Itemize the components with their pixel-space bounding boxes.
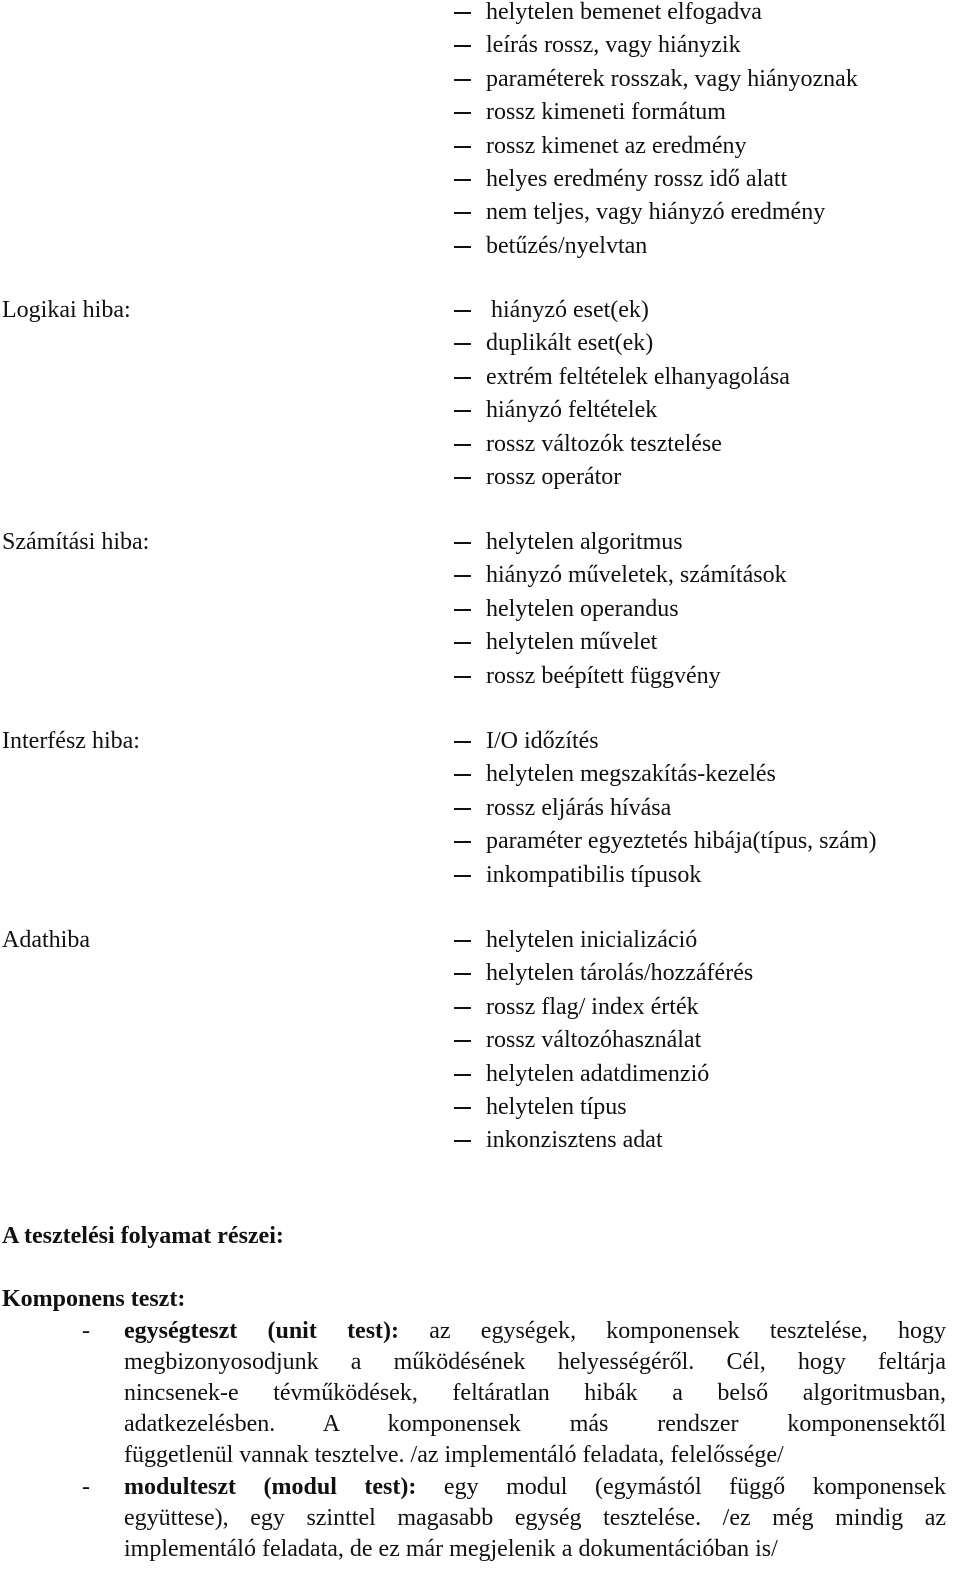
error-item-text: helytelen tárolás/hozzáférés (486, 960, 754, 987)
bullet-marker: - (82, 1318, 90, 1344)
error-category-label: Számítási hiba: (2, 529, 150, 555)
dash-marker (454, 1007, 471, 1009)
dash-marker (454, 12, 471, 14)
dash-marker (454, 1140, 471, 1142)
error-item-text: nem teljes, vagy hiányzó eredmény (486, 199, 826, 226)
bullet-term: egységteszt (unit test): (124, 1318, 400, 1344)
error-item-text: helyes eredmény rossz idő alatt (486, 165, 788, 192)
dash-marker (454, 741, 471, 743)
dash-marker (454, 146, 471, 148)
bullet-marker: - (82, 1474, 90, 1500)
dash-marker (454, 410, 471, 412)
bullet-line: implementáló feladata, de ez már megjelenik a dokumentációban is/ (124, 1536, 778, 1562)
dash-marker (454, 676, 471, 678)
dash-marker (454, 1040, 471, 1042)
error-item-text: helytelen inicializáció (486, 927, 698, 953)
bullet-term: modulteszt (modul test): (124, 1474, 417, 1500)
error-category-label: Interfész hiba: (2, 728, 140, 754)
error-item-text: helytelen megszakítás-kezelés (486, 761, 776, 788)
dash-marker (454, 575, 471, 577)
bullet-line: nincsenek-e tévműködések, feltáratlan hibák a belső algoritmusban, (124, 1380, 946, 1406)
dash-marker (454, 477, 471, 479)
dash-marker (454, 246, 471, 248)
error-item-text: helytelen adatdimenzió (486, 1060, 710, 1087)
error-item-text: inkonzisztens adat (486, 1127, 663, 1154)
error-item-text: hiányzó eset(ek) (491, 297, 649, 323)
dash-marker (454, 112, 471, 114)
bullet-line (124, 1472, 946, 1503)
dash-marker (454, 444, 471, 446)
error-item-text: helytelen bemenet elfogadva (486, 0, 762, 25)
bullet-line: adatkezelésben. A komponensek más rendszer komponensektől (124, 1411, 946, 1437)
error-item-text: rossz kimenet az eredmény (486, 132, 747, 159)
error-item-text: I/O időzítés (486, 728, 599, 754)
error-item-text: rossz eljárás hívása (486, 794, 672, 821)
dash-marker (454, 179, 471, 181)
dash-marker (454, 609, 471, 611)
dash-marker (454, 343, 471, 345)
dash-marker (454, 642, 471, 644)
dash-marker (454, 212, 471, 214)
dash-marker (454, 774, 471, 776)
error-item-text: paraméter egyeztetés hibája(típus, szám) (486, 828, 877, 855)
error-item-text: inkompatibilis típusok (486, 861, 702, 888)
bullet-line: együttese), egy szinttel magasabb egység tesztelése. /ez még mindig az (124, 1505, 946, 1531)
dash-marker (454, 1074, 471, 1076)
error-item-text: duplikált eset(ek) (486, 330, 654, 357)
error-item-text: helytelen algoritmus (486, 529, 683, 555)
error-item-text: helytelen operandus (486, 595, 679, 622)
dash-marker (454, 973, 471, 975)
bullet-line: megbizonyosodjunk a működésének helyességéről. Cél, hogy feltárja (124, 1349, 946, 1375)
dash-marker (454, 1107, 471, 1109)
error-item-text: hiányzó műveletek, számítások (486, 562, 787, 589)
error-item-text: betűzés/nyelvtan (486, 232, 648, 259)
error-category-label: Adathiba (2, 927, 90, 953)
error-item-text: rossz kimeneti formátum (486, 99, 726, 126)
bullet-line-text: az egységek, komponensek tesztelése, hogy (429, 1318, 947, 1344)
bullet-text (124, 1316, 946, 1471)
error-item-text: rossz változók tesztelése (486, 430, 722, 457)
dash-marker (454, 310, 471, 312)
bullet-line: függetlenül vannak tesztelve. /az implementáló feladata, felelőssége/ (124, 1442, 784, 1468)
error-category-label: Logikai hiba: (2, 297, 131, 323)
dash-marker (454, 45, 471, 47)
error-item-text: rossz operátor (486, 463, 622, 490)
error-item-text: hiányzó feltételek (486, 397, 658, 424)
dash-marker (454, 542, 471, 544)
error-item-text: rossz változóhasználat (486, 1027, 702, 1054)
error-item-text: helytelen típus (486, 1093, 627, 1120)
bullet-line-text: egy modul (egymástól függő komponensek (443, 1474, 947, 1500)
dash-marker (454, 875, 471, 877)
bullet-line (124, 1316, 946, 1347)
bullet-text (124, 1472, 946, 1565)
dash-marker (454, 377, 471, 379)
dash-marker (454, 808, 471, 810)
error-item-text: rossz beépített függvény (486, 662, 721, 689)
dash-marker (454, 79, 471, 81)
error-item-text: leírás rossz, vagy hiányzik (486, 32, 741, 59)
dash-marker (454, 841, 471, 843)
process-heading: A tesztelési folyamat részei: (2, 1223, 284, 1249)
error-item-text: extrém feltételek elhanyagolása (486, 363, 790, 390)
error-item-text: helytelen művelet (486, 629, 658, 656)
error-item-text: paraméterek rosszak, vagy hiányoznak (486, 65, 858, 92)
component-test-heading: Komponens teszt: (2, 1286, 186, 1312)
error-item-text: rossz flag/ index érték (486, 993, 699, 1020)
dash-marker (454, 940, 471, 942)
